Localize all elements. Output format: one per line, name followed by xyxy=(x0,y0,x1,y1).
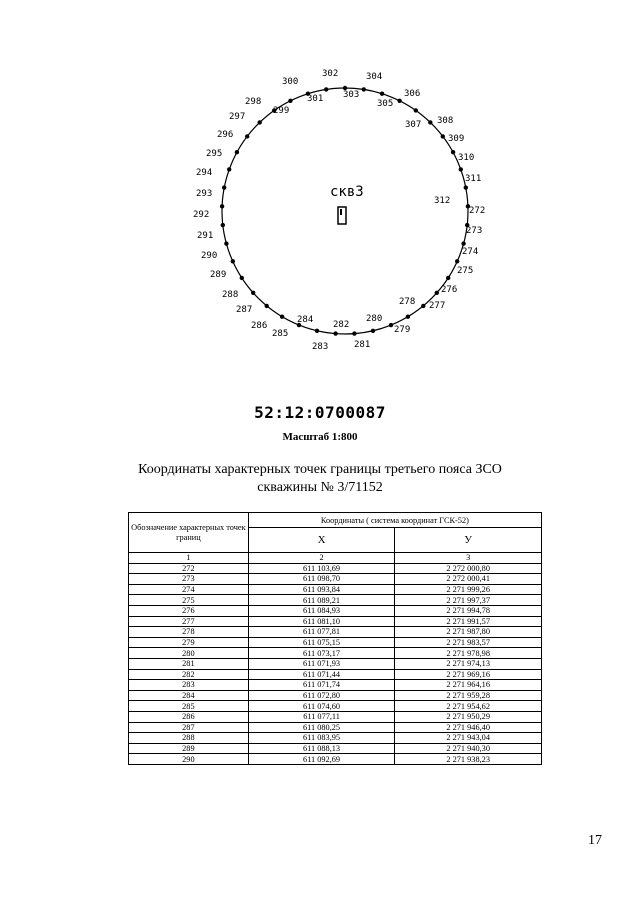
point-cell: 281 xyxy=(129,658,249,669)
point-label: 299 xyxy=(273,106,290,116)
boundary-point-dot xyxy=(441,134,445,138)
boundary-point-dot xyxy=(227,167,231,171)
boundary-point-dot xyxy=(333,331,337,335)
boundary-point-dot xyxy=(231,259,235,263)
boundary-point-dot xyxy=(461,241,465,245)
column-number-cell: 2 xyxy=(248,553,395,564)
point-label: 278 xyxy=(399,297,416,307)
boundary-point-dot xyxy=(288,99,292,103)
x-cell: 611 084,93 xyxy=(248,605,395,616)
boundary-point-dot xyxy=(397,99,401,103)
table-row xyxy=(129,754,542,765)
boundary-point-dot xyxy=(389,323,393,327)
boundary-point-dot xyxy=(451,150,455,154)
table-row xyxy=(129,711,542,722)
y-cell: 2 271 943,04 xyxy=(395,733,542,744)
y-cell: 2 271 954,62 xyxy=(395,701,542,712)
column-number-cell: 3 xyxy=(395,553,542,564)
x-cell: 611 080,25 xyxy=(248,722,395,733)
point-label: 273 xyxy=(466,226,483,236)
x-cell: 611 103,69 xyxy=(248,563,395,574)
boundary-point-dot xyxy=(406,315,410,319)
point-cell: 289 xyxy=(129,743,249,754)
boundary-point-dot xyxy=(251,291,255,295)
boundary-point-dot xyxy=(428,120,432,124)
y-cell: 2 271 987,80 xyxy=(395,627,542,638)
boundary-circle xyxy=(222,88,468,334)
x-cell: 611 077,81 xyxy=(248,627,395,638)
point-label: 286 xyxy=(251,321,268,331)
coordinates-table xyxy=(128,512,542,765)
point-cell: 285 xyxy=(129,701,249,712)
table-row xyxy=(129,627,542,638)
x-cell: 611 092,69 xyxy=(248,754,395,765)
boundary-point-dot xyxy=(464,185,468,189)
x-cell: 611 073,17 xyxy=(248,648,395,659)
header-row-1 xyxy=(129,513,542,528)
caption-line-1: Координаты характерных точек границы третьего пояса ЗСО xyxy=(138,462,502,477)
x-cell: 611 071,93 xyxy=(248,658,395,669)
boundary-point-dot xyxy=(414,108,418,112)
x-cell: 611 089,21 xyxy=(248,595,395,606)
x-cell: 611 088,13 xyxy=(248,743,395,754)
boundary-point-dot xyxy=(221,223,225,227)
point-cell: 280 xyxy=(129,648,249,659)
point-label: 309 xyxy=(448,134,465,144)
table-row xyxy=(129,574,542,585)
table-caption xyxy=(120,461,520,497)
point-label: 304 xyxy=(366,72,383,82)
cadastral-number: 52:12:0700087 xyxy=(254,403,386,422)
point-label: 288 xyxy=(222,290,239,300)
point-label: 296 xyxy=(217,130,234,140)
point-cell: 288 xyxy=(129,733,249,744)
point-label: 307 xyxy=(405,120,422,130)
boundary-point-dot xyxy=(371,329,375,333)
y-cell: 2 271 974,13 xyxy=(395,658,542,669)
boundary-points xyxy=(220,86,470,336)
point-cell: 283 xyxy=(129,680,249,691)
column-number-cell: 1 xyxy=(129,553,249,564)
point-cell: 290 xyxy=(129,754,249,765)
point-cell: 278 xyxy=(129,627,249,638)
boundary-scheme xyxy=(0,0,640,390)
table-row xyxy=(129,605,542,616)
point-label: 289 xyxy=(210,270,227,280)
point-label: 280 xyxy=(366,314,383,324)
table-row xyxy=(129,563,542,574)
boundary-point-dot xyxy=(222,185,226,189)
point-label: 287 xyxy=(236,305,253,315)
point-cell: 287 xyxy=(129,722,249,733)
table-row xyxy=(129,658,542,669)
table-row xyxy=(129,733,542,744)
point-label: 283 xyxy=(312,342,329,352)
boundary-point-dot xyxy=(459,167,463,171)
boundary-point-dot xyxy=(362,87,366,91)
boundary-point-dot xyxy=(324,87,328,91)
table-row xyxy=(129,648,542,659)
x-cell: 611 093,84 xyxy=(248,584,395,595)
y-cell: 2 271 978,98 xyxy=(395,648,542,659)
boundary-point-dot xyxy=(446,276,450,280)
point-cell: 274 xyxy=(129,584,249,595)
point-label: 302 xyxy=(322,69,339,79)
boundary-point-dot xyxy=(455,259,459,263)
boundary-point-dot xyxy=(280,315,284,319)
point-cell: 276 xyxy=(129,605,249,616)
point-cell: 286 xyxy=(129,711,249,722)
table-row xyxy=(129,701,542,712)
boundary-point-dot xyxy=(352,331,356,335)
point-label: 298 xyxy=(245,97,262,107)
boundary-point-dot xyxy=(240,276,244,280)
point-label: 281 xyxy=(354,340,371,350)
boundary-point-dot xyxy=(258,120,262,124)
well-marker-fill xyxy=(340,209,342,215)
point-label: 279 xyxy=(394,325,411,335)
y-cell: 2 271 946,40 xyxy=(395,722,542,733)
column-number-row xyxy=(129,553,542,564)
point-label: 276 xyxy=(441,285,458,295)
table-row xyxy=(129,722,542,733)
point-cell: 284 xyxy=(129,690,249,701)
y-cell: 2 271 983,57 xyxy=(395,637,542,648)
well-label: скв3 xyxy=(330,184,364,200)
y-cell: 2 271 969,16 xyxy=(395,669,542,680)
point-label: 311 xyxy=(465,174,482,184)
x-cell: 611 071,74 xyxy=(248,680,395,691)
header-x-cell: X xyxy=(248,528,395,553)
point-label: 295 xyxy=(206,149,223,159)
x-cell: 611 072,80 xyxy=(248,690,395,701)
point-label: 303 xyxy=(343,90,360,100)
point-label: 306 xyxy=(404,89,421,99)
point-label: 312 xyxy=(434,196,451,206)
x-cell: 611 098,70 xyxy=(248,574,395,585)
y-cell: 2 271 940,30 xyxy=(395,743,542,754)
boundary-point-dot xyxy=(245,134,249,138)
point-label: 274 xyxy=(462,247,479,257)
table-row xyxy=(129,584,542,595)
boundary-point-dot xyxy=(224,241,228,245)
point-label: 308 xyxy=(437,116,454,126)
x-cell: 611 083,95 xyxy=(248,733,395,744)
x-cell: 611 075,15 xyxy=(248,637,395,648)
table-row xyxy=(129,637,542,648)
point-cell: 272 xyxy=(129,563,249,574)
y-cell: 2 272 000,41 xyxy=(395,574,542,585)
point-cell: 279 xyxy=(129,637,249,648)
table-row xyxy=(129,616,542,627)
x-cell: 611 081,10 xyxy=(248,616,395,627)
page-number: 17 xyxy=(588,833,602,848)
header-coords-cell: Координаты ( система координат ГСК-52) xyxy=(248,513,541,528)
table-row xyxy=(129,595,542,606)
point-label: 297 xyxy=(229,112,246,122)
x-cell: 611 071,44 xyxy=(248,669,395,680)
y-cell: 2 271 938,23 xyxy=(395,754,542,765)
point-label: 290 xyxy=(201,251,218,261)
boundary-point-dot xyxy=(421,304,425,308)
point-label: 272 xyxy=(469,206,486,216)
table-row xyxy=(129,743,542,754)
y-cell: 2 271 997,37 xyxy=(395,595,542,606)
x-cell: 611 077,11 xyxy=(248,711,395,722)
point-label: 291 xyxy=(197,231,214,241)
point-label: 285 xyxy=(272,329,289,339)
point-label: 300 xyxy=(282,77,299,87)
scale-label: Масштаб 1:800 xyxy=(282,431,358,443)
point-label: 292 xyxy=(193,210,210,220)
caption-line-2: скважины № 3/71152 xyxy=(257,480,383,495)
table-row xyxy=(129,669,542,680)
point-labels xyxy=(193,69,485,352)
boundary-point-dot xyxy=(315,329,319,333)
header-point-cell: Обозначение характерных точек границ xyxy=(129,513,249,553)
y-cell: 2 271 991,57 xyxy=(395,616,542,627)
y-cell: 2 271 959,28 xyxy=(395,690,542,701)
point-label: 301 xyxy=(307,94,324,104)
point-cell: 277 xyxy=(129,616,249,627)
point-label: 294 xyxy=(196,168,213,178)
point-label: 310 xyxy=(458,153,475,163)
boundary-point-dot xyxy=(220,204,224,208)
point-label: 305 xyxy=(377,99,394,109)
table-row xyxy=(129,690,542,701)
point-label: 293 xyxy=(196,189,213,199)
point-cell: 273 xyxy=(129,574,249,585)
y-cell: 2 271 964,16 xyxy=(395,680,542,691)
x-cell: 611 074,60 xyxy=(248,701,395,712)
point-label: 275 xyxy=(457,266,474,276)
boundary-point-dot xyxy=(435,291,439,295)
point-cell: 275 xyxy=(129,595,249,606)
boundary-point-dot xyxy=(235,150,239,154)
boundary-point-dot xyxy=(380,92,384,96)
y-cell: 2 271 994,78 xyxy=(395,605,542,616)
point-label: 282 xyxy=(333,320,350,330)
header-y-cell: У xyxy=(395,528,542,553)
y-cell: 2 271 999,26 xyxy=(395,584,542,595)
table-row xyxy=(129,680,542,691)
point-cell: 282 xyxy=(129,669,249,680)
point-label: 277 xyxy=(429,301,446,311)
point-label: 284 xyxy=(297,315,314,325)
y-cell: 2 272 000,80 xyxy=(395,563,542,574)
y-cell: 2 271 950,29 xyxy=(395,711,542,722)
boundary-point-dot xyxy=(265,304,269,308)
